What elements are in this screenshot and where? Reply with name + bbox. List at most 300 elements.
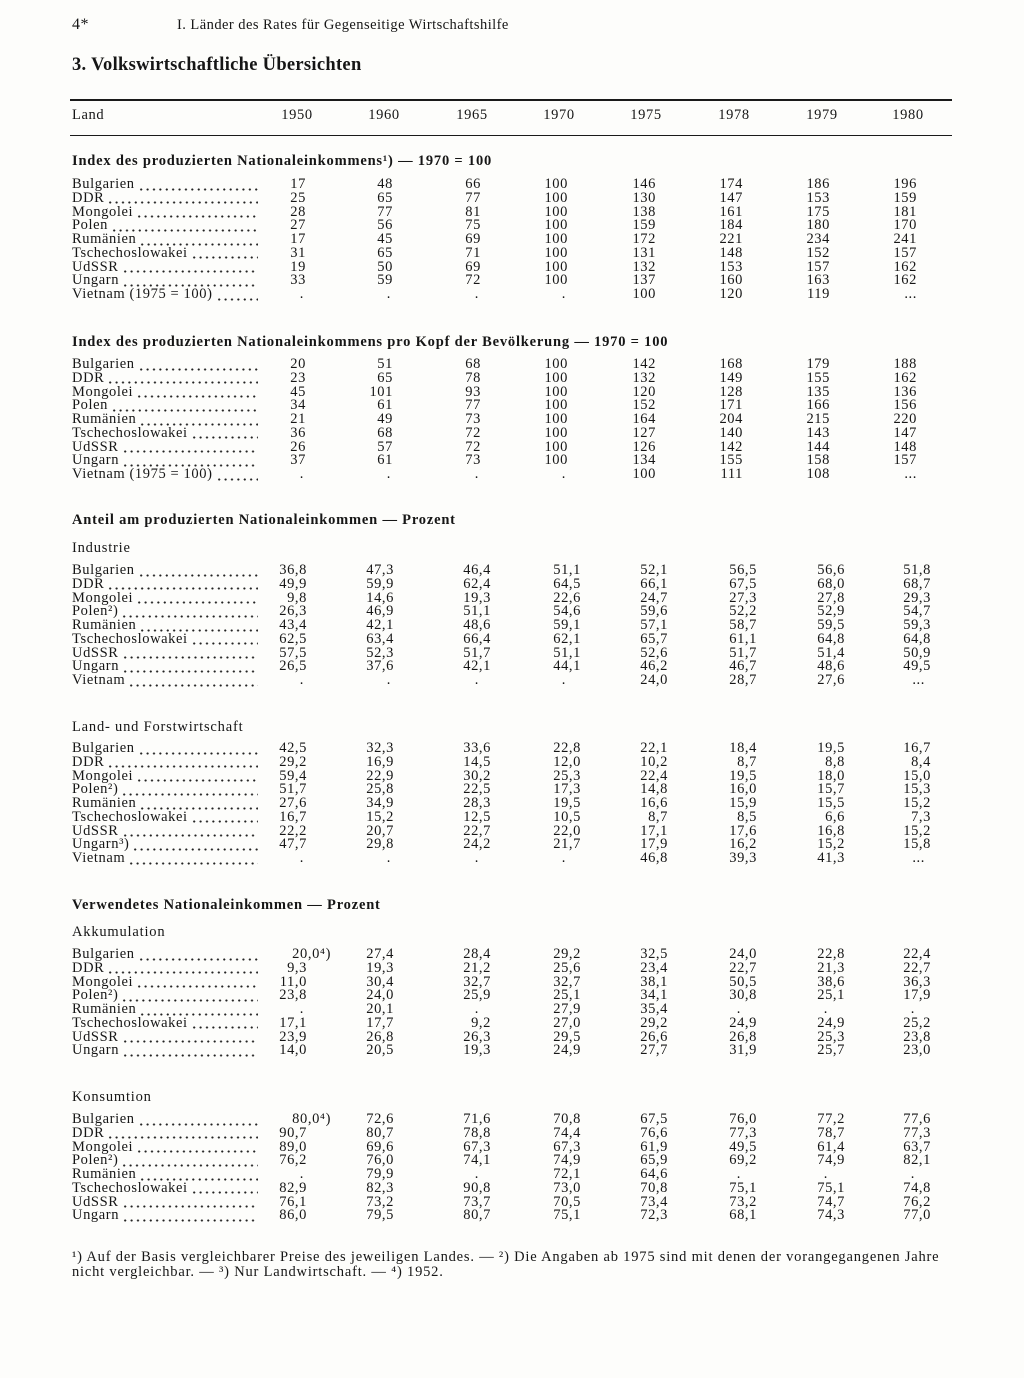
value-cell-1970: 100 [544,397,568,414]
value-cell-1975: 164 [632,411,656,427]
country-name: DDR [72,755,105,770]
value-cell-1950: 42,5 [279,740,307,756]
year-header-1960: 1960 [368,107,400,123]
dot-leader [136,976,258,990]
value-cell-1980: 159 [893,189,917,206]
value-cell-1979: 108 [806,466,830,482]
value-cell-1965: 69 [465,231,481,247]
value-cell-1979: 15,7 [817,781,845,798]
table-row [0,959,1024,976]
value-cell-1965: 32,7 [463,973,491,990]
value-cell-1960: 101 [369,383,393,400]
dot-leader [128,852,258,866]
table-row [0,822,1024,839]
country-name: Vietnam (1975 = 100) [72,468,213,482]
value-cell-1978: 204 [719,411,743,427]
value-cell-1980: 157 [893,244,917,261]
value-cell-1950: 49,9 [279,575,307,592]
row-label [72,274,258,288]
row-label [72,1196,258,1210]
value-cell-1975: 152 [632,397,656,414]
value-cell-1970: 73,0 [553,1179,581,1196]
value-cell-1950: 20 [290,356,306,372]
value-cell-1950: 11,0 [279,973,307,990]
row-label [72,1127,258,1141]
value-cell-1950: 51,7 [279,781,307,798]
dot-leader [122,660,258,674]
section-heading: Anteil am produzierten Nationaleinkommen — Prozent [72,512,456,528]
row-label [72,454,258,468]
row-label [72,578,258,592]
dot-leader [191,811,258,825]
value-cell-1978: 28,7 [729,672,757,688]
table-row [0,438,1024,455]
year-header-1980: 1980 [892,107,924,123]
dot-leader [139,1168,258,1182]
value-cell-1979: 18,0 [817,767,845,784]
value-cell-1950: 19 [290,258,306,275]
value-cell-1970: 32,7 [553,973,581,990]
value-cell-1975: 172 [632,231,656,247]
value-cell-1970: 19,5 [553,795,581,811]
value-cell-1979: 51,4 [817,644,845,661]
table-row [0,288,1024,302]
table-body [0,358,1024,482]
value-cell-1979: 61,4 [817,1138,845,1155]
value-cell-1965: 51,7 [463,644,491,661]
value-cell-1978: 26,8 [729,1028,757,1045]
value-cell-1975: 130 [632,189,656,206]
value-cell-1965: 78,8 [463,1124,491,1141]
table-row [0,973,1024,990]
value-cell-1979: 157 [806,258,830,275]
value-cell-1975: 52,1 [640,562,668,578]
value-cell-1950: 16,7 [279,808,307,825]
row-label [72,1209,258,1223]
value-cell-1950: 34 [290,397,306,414]
table-row [0,674,1024,688]
value-cell-1965: 12,5 [463,808,491,825]
country-name: UdSSR [72,1195,119,1210]
country-name: Ungarn [72,1044,120,1058]
country-name: Rumänien [72,1168,137,1182]
value-cell-1965: 51,1 [463,603,491,620]
value-cell-1978: 221 [719,231,743,247]
table-row [0,753,1024,770]
value-cell-1978: 51,7 [729,644,757,661]
row-label [72,783,258,797]
value-cell-1965: 77 [465,397,481,414]
value-cell-1975: 14,8 [640,781,668,798]
value-cell-1980: 50,9 [903,644,931,661]
country-name: Tschechoslowakei [72,632,188,647]
value-cell-1950: 14,0 [279,1042,307,1059]
value-cell-1978: 149 [719,369,743,386]
value-cell-1970: 100 [544,356,568,372]
value-cell-1980: 15,2 [903,795,931,811]
value-cell-1960: . [386,672,391,688]
value-cell-1970: 72,1 [553,1166,581,1182]
value-cell-1975: 138 [632,203,656,220]
value-cell-1980: 8,4 [911,753,931,770]
value-cell-1979: 119 [806,286,830,302]
value-cell-1960: 20,7 [366,822,394,839]
dot-leader [122,454,258,468]
value-cell-1960: 61 [377,397,393,414]
value-cell-1979: 25,1 [817,987,845,1004]
row-label [72,261,258,275]
table-row [0,178,1024,192]
value-cell-1960: . [386,850,391,866]
value-cell-1979: 186 [806,176,830,192]
table-body [0,948,1024,1058]
value-cell-1965: 66,4 [463,630,491,647]
value-cell-1960: 73,2 [366,1193,394,1210]
row-label [72,1113,258,1127]
value-cell-1975: 34,1 [640,987,668,1004]
value-cell-1965: 71,6 [463,1111,491,1127]
value-cell-1975: 17,1 [640,822,668,839]
value-cell-1979: 25,7 [817,1042,845,1059]
table-row [0,1138,1024,1155]
country-name: Mongolei [72,205,134,220]
value-cell-1978: 147 [719,189,743,206]
value-cell-1979: 77,2 [817,1111,845,1127]
table-row [0,619,1024,633]
value-cell-1950: 17 [290,231,306,247]
dot-leader [122,1209,258,1223]
value-cell-1950: . [299,1166,304,1182]
dot-leader [136,770,258,784]
value-cell-1970: 25,6 [553,959,581,976]
value-cell-1960: 65 [377,189,393,206]
country-name: Ungarn [72,660,120,674]
value-cell-1965: 69 [465,258,481,275]
value-cell-1950: 25 [290,189,306,206]
value-cell-1960: 42,1 [366,617,394,633]
dot-leader [121,783,258,797]
year-header-1965: 1965 [456,107,488,123]
country-name: Tschechoslowakei [72,246,188,261]
footnote-line: ¹) Auf der Basis vergleichbarer Preise des jeweiligen Landes. — ²) Die Angaben ab 1975 sind mit denen der vorangegangenen Jahre [72,1249,940,1265]
dot-leader [107,1127,258,1141]
value-cell-1970: 22,8 [553,740,581,756]
value-cell-1960: 32,3 [366,740,394,756]
value-cell-1950: 57,5 [279,644,307,661]
value-cell-1950: 33 [290,272,306,289]
table-body [0,564,1024,688]
value-cell-1980: 241 [893,231,917,247]
value-cell-1960: 52,3 [366,644,394,661]
value-cell-1975: 137 [632,272,656,289]
value-cell-1970: 29,2 [553,946,581,962]
value-cell-1970: 100 [544,244,568,261]
value-cell-1950: 28 [290,203,306,220]
value-cell-1980: 136 [893,383,917,400]
value-cell-1975: 132 [632,258,656,275]
value-cell-1980: 7,3 [911,808,931,825]
value-cell-1950: 9,3 [287,959,307,976]
column-header-land: Land [72,107,105,123]
table-body [0,178,1024,302]
value-cell-1979: 75,1 [817,1179,845,1196]
value-cell-1979: 64,8 [817,630,845,647]
value-cell-1970: 22,0 [553,822,581,839]
country-name: Polen²) [72,783,119,797]
table-row [0,424,1024,441]
dot-leader [139,413,258,427]
value-cell-1975: 72,3 [640,1207,668,1224]
value-cell-1975: 23,4 [640,959,668,976]
country-name: Bulgarien [72,178,135,192]
table-row [0,948,1024,962]
value-cell-1960: 61 [377,452,393,469]
country-name: Polen²) [72,989,119,1003]
row-label [72,206,258,220]
table-row [0,1113,1024,1127]
value-cell-1960: . [386,286,391,302]
value-cell-1970: 29,5 [553,1028,581,1045]
value-cell-1970: 54,6 [553,603,581,620]
year-header-1979: 1979 [806,107,838,123]
row-label [72,811,258,825]
value-cell-1979: 74,7 [817,1193,845,1210]
value-cell-1980: 77,6 [903,1111,931,1127]
row-label [72,989,258,1003]
value-cell-1960: 80,7 [366,1124,394,1141]
country-name: DDR [72,1126,105,1141]
value-cell-1980: ... [904,286,917,302]
value-cell-1979: 56,6 [817,562,845,578]
row-label [72,770,258,784]
table-header-rule [70,135,952,136]
value-cell-1965: 33,6 [463,740,491,756]
value-cell-1965: 21,2 [463,959,491,976]
dot-leader [107,372,258,386]
value-cell-1970: 100 [544,383,568,400]
country-name: Ungarn³) [72,838,130,852]
value-cell-1970: 100 [544,424,568,441]
value-cell-1975: 70,8 [640,1179,668,1196]
value-cell-1978: 155 [719,452,743,469]
section-heading: Verwendetes Nationaleinkommen — Prozent [72,897,381,913]
value-cell-1975: 22,4 [640,767,668,784]
value-cell-1978: 142 [719,438,743,455]
value-cell-1975: 132 [632,369,656,386]
value-cell-1979: 52,9 [817,603,845,620]
value-cell-1970: . [561,466,566,482]
value-cell-1978: 111 [720,466,743,482]
value-cell-1979: 21,3 [817,959,845,976]
dot-leader [191,1017,258,1031]
value-cell-1950: . [299,286,304,302]
country-name: Vietnam [72,852,126,866]
value-cell-1975: 26,6 [640,1028,668,1045]
value-cell-1979: 6,6 [825,808,845,825]
table-row [0,783,1024,797]
value-cell-1950: 22,2 [279,822,307,839]
value-cell-1980: 23,8 [903,1028,931,1045]
value-cell-1979: 78,7 [817,1124,845,1141]
value-cell-1978: 31,9 [729,1042,757,1059]
value-cell-1978: 148 [719,244,743,261]
value-cell-1965: 90,8 [463,1179,491,1196]
table-row [0,1168,1024,1182]
value-cell-1950: . [299,672,304,688]
value-cell-1975: 46,2 [640,658,668,675]
value-cell-1978: 16,2 [729,836,757,853]
value-cell-1970: 22,6 [553,589,581,606]
value-cell-1975: 100 [632,466,656,482]
table-row [0,838,1024,852]
table-row [0,564,1024,578]
value-cell-1980: 36,3 [903,973,931,990]
dot-leader [107,756,258,770]
value-cell-1980: 15,3 [903,781,931,798]
value-cell-1979: 155 [806,369,830,386]
table-row [0,203,1024,220]
row-label [72,192,258,206]
value-cell-1975: 127 [632,424,656,441]
table-body [0,742,1024,866]
table-row [0,358,1024,372]
value-cell-1980: 16,7 [903,740,931,756]
table-row [0,660,1024,674]
value-cell-1980: 157 [893,452,917,469]
value-cell-1975: 67,5 [640,1111,668,1127]
value-cell-1980: 162 [893,369,917,386]
value-cell-1978: 67,5 [729,575,757,592]
value-cell-1978: 24,9 [729,1014,757,1031]
value-cell-1970: 100 [544,203,568,220]
row-label [72,1168,258,1182]
value-cell-1970: 100 [544,258,568,275]
country-name: Rumänien [72,413,137,427]
value-cell-1978: 39,3 [729,850,757,866]
value-cell-1978: 76,0 [729,1111,757,1127]
value-cell-1979: 59,5 [817,617,845,633]
value-cell-1979: . [823,1166,828,1182]
value-cell-1965: . [474,850,479,866]
value-cell-1980: ... [904,466,917,482]
value-cell-1960: 34,9 [366,795,394,811]
value-cell-1970: . [561,850,566,866]
value-cell-1950: . [299,1001,304,1017]
value-cell-1950: 36,8 [279,562,307,578]
table-row [0,399,1024,413]
value-cell-1960: 22,9 [366,767,394,784]
country-name: DDR [72,191,105,206]
value-cell-1950: 26,3 [279,603,307,620]
value-cell-1965: 24,2 [463,836,491,853]
value-cell-1950: 89,0 [279,1138,307,1155]
value-cell-1950: 23,9 [279,1028,307,1045]
year-header-1970: 1970 [543,107,575,123]
value-cell-1970: . [561,672,566,688]
value-cell-1970: 74,4 [553,1124,581,1141]
country-name: Mongolei [72,769,134,784]
value-cell-1980: 15,0 [903,767,931,784]
value-cell-1980: 77,0 [903,1207,931,1224]
value-cell-1950: 31 [290,244,306,261]
value-cell-1960: 26,8 [366,1028,394,1045]
value-cell-1975: 59,6 [640,603,668,620]
dot-leader [107,578,258,592]
section-heading: Index des produzierten Nationaleinkommens pro Kopf der Bevölkerung — 1970 = 100 [72,334,669,350]
row-label [72,468,258,482]
value-cell-1950: 62,5 [279,630,307,647]
row-label [72,178,258,192]
value-cell-1979: 15,5 [817,795,845,811]
value-cell-1975: 73,4 [640,1193,668,1210]
value-cell-1965: . [474,1001,479,1017]
country-name: Rumänien [72,619,137,633]
value-cell-1950: 29,2 [279,753,307,770]
value-cell-1978: 73,2 [729,1193,757,1210]
value-cell-1965: 62,4 [463,575,491,592]
dot-leader [191,427,258,441]
value-cell-1970: 74,9 [553,1152,581,1169]
value-cell-1960: 49 [377,411,393,427]
value-cell-1978: 46,7 [729,658,757,675]
value-cell-1970: 100 [544,369,568,386]
page-title: 3. Volkswirtschaftliche Übersichten [72,55,362,75]
value-cell-1980: 162 [893,258,917,275]
value-cell-1980: 22,4 [903,946,931,962]
value-cell-1965: 78 [465,369,481,386]
value-cell-1970: 10,5 [553,808,581,825]
row-label [72,948,258,962]
value-cell-1965: 46,4 [463,562,491,578]
country-name: Tschechoslowakei [72,810,188,825]
value-cell-1965: 19,3 [463,589,491,606]
value-cell-1965: 77 [465,189,481,206]
value-cell-1960: 79,5 [366,1207,394,1224]
value-cell-1965: 14,5 [463,753,491,770]
table-row [0,244,1024,261]
dot-leader [139,233,258,247]
country-name: Bulgarien [72,742,135,756]
value-cell-1979: 234 [806,231,830,247]
table-row [0,1124,1024,1141]
row-label [72,358,258,372]
year-header-1978: 1978 [718,107,750,123]
value-cell-1980: 220 [893,411,917,427]
value-cell-1965: 42,1 [463,658,491,675]
value-cell-1975: 10,2 [640,753,668,770]
dot-leader [121,989,258,1003]
table-row [0,219,1024,233]
value-cell-1965: 28,3 [463,795,491,811]
value-cell-1978: 52,2 [729,603,757,620]
value-cell-1965: 75 [465,217,481,234]
value-cell-1980: 170 [893,217,917,234]
value-cell-1980: 51,8 [903,562,931,578]
value-cell-1978: 140 [719,424,743,441]
value-cell-1970: 64,5 [553,575,581,592]
dot-leader [107,962,258,976]
table-row [0,1209,1024,1223]
value-cell-1975: 131 [632,244,656,261]
value-cell-1979: 41,3 [817,850,845,866]
value-cell-1960: . [386,466,391,482]
dot-leader [136,386,258,400]
value-cell-1980: 64,8 [903,630,931,647]
value-cell-1980: 162 [893,272,917,289]
value-cell-1978: 75,1 [729,1179,757,1196]
value-cell-1975: 8,7 [648,808,668,825]
value-cell-1960: 51 [377,356,393,372]
